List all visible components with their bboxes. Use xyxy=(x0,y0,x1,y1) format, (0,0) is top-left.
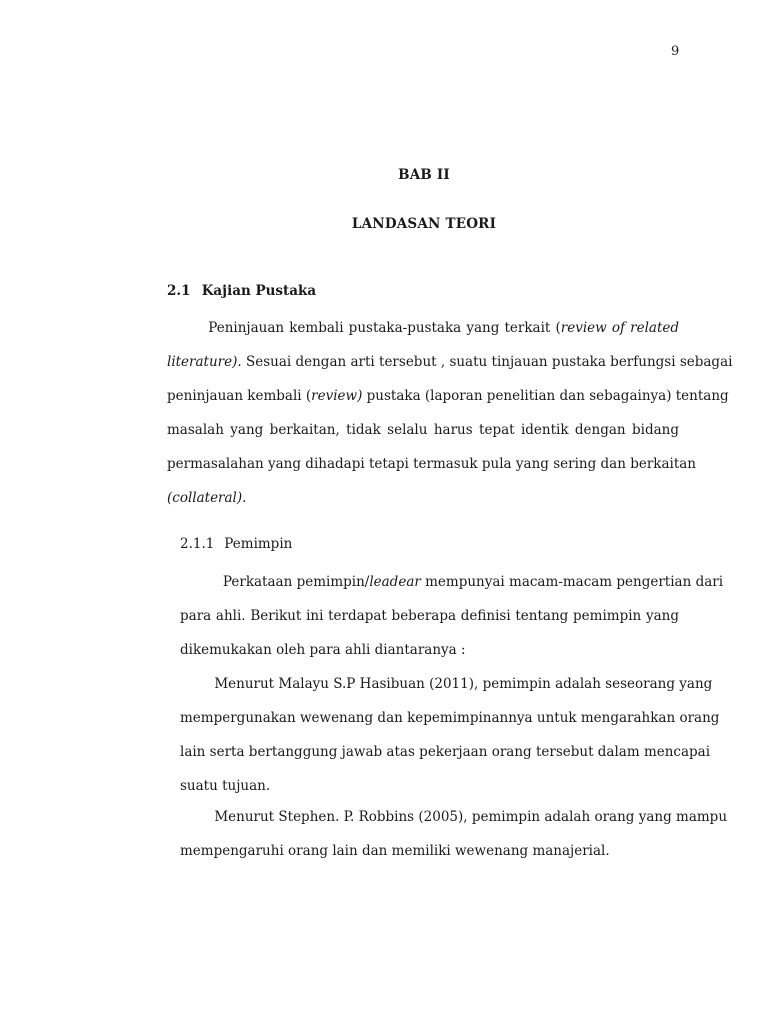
paragraph-line: dikemukakan oleh para ahli diantaranya : xyxy=(180,642,466,658)
paragraph-line: (collateral). xyxy=(167,490,247,506)
subsection-number: 2.1.1 xyxy=(180,536,215,552)
paragraph-line: masalah yang berkaitan, tidak selalu harus tepat identik dengan bidang xyxy=(167,422,679,438)
paragraph-line: suatu tujuan. xyxy=(180,778,271,794)
section-title: Kajian Pustaka xyxy=(201,283,317,299)
chapter-number: BAB II xyxy=(398,167,450,183)
section-number: 2.1 xyxy=(167,283,191,299)
section-paragraph xyxy=(167,311,733,515)
robbins-definition xyxy=(180,800,728,868)
paragraph-line: lain serta bertanggung jawab atas pekerjaan orang tersebut dalam mencapai xyxy=(180,744,711,760)
paragraph-line: Perkataan pemimpin/leadear mempunyai macam-macam pengertian dari xyxy=(180,574,724,590)
subsection-title: Pemimpin xyxy=(224,536,293,552)
paragraph-line: literature). Sesuai dengan arti tersebut , suatu tinjauan pustaka berfungsi sebagai xyxy=(167,354,733,370)
subsection-heading xyxy=(180,536,292,552)
paragraph-line: Menurut Malayu S.P Hasibuan (2011), pemimpin adalah seseorang yang xyxy=(180,676,713,692)
paragraph-line: para ahli. Berikut ini terdapat beberapa definisi tentang pemimpin yang xyxy=(180,608,679,624)
paragraph-line: peninjauan kembali (review) pustaka (laporan penelitian dan sebagainya) tentang xyxy=(167,388,729,404)
page-number: 9 xyxy=(671,44,680,59)
paragraph-line: mempergunakan wewenang dan kepemimpinannya untuk mengarahkan orang xyxy=(180,710,720,726)
paragraph-line: mempengaruhi orang lain dan memiliki wewenang manajerial. xyxy=(180,843,610,859)
subsection-paragraph xyxy=(180,565,724,667)
paragraph-line: permasalahan yang dihadapi tetapi termasuk pula yang sering dan berkaitan xyxy=(167,456,696,472)
section-heading xyxy=(167,283,316,299)
chapter-title: LANDASAN TEORI xyxy=(351,216,497,232)
paragraph-line: Peninjauan kembali pustaka-pustaka yang terkait (review of related xyxy=(167,320,679,336)
paragraph-line: Menurut Stephen. P. Robbins (2005), pemimpin adalah orang yang mampu xyxy=(180,809,728,825)
malayu-definition xyxy=(180,667,720,803)
